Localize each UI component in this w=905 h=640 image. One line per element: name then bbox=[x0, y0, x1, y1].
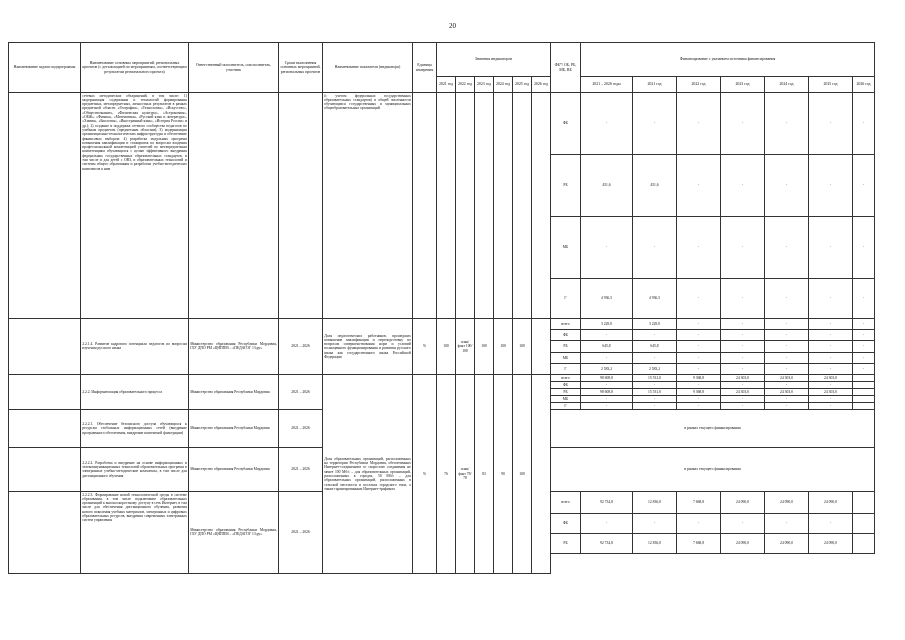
fin-value: - bbox=[633, 352, 677, 363]
fin-year-cell: 2021 – 2026 годы bbox=[581, 77, 633, 93]
fin-value: - bbox=[765, 363, 809, 374]
header-measures: Наименование основных мероприятий, региональных проектов (с детализацией по мероприятиям, соответствующим результатам регионального проекта) bbox=[81, 43, 189, 93]
fin-value: - bbox=[765, 402, 809, 409]
fin-value: - bbox=[581, 513, 633, 533]
fin-value: - bbox=[765, 341, 809, 352]
responsible-text: Министерство образования Республики Мордовия, ГБУ ДПО РМ «ЦНППМ – «ПЕДАГОГ 13.ру» bbox=[189, 491, 279, 573]
fin-value: 12 836,0 bbox=[633, 533, 677, 553]
fin-value bbox=[853, 513, 875, 533]
year-cell: 2023 год bbox=[475, 77, 494, 93]
fin-year-cell: 2025 год bbox=[809, 77, 853, 93]
program-table bbox=[8, 42, 869, 604]
indicator-text: Доля образовательных организаций, расположенных на территории Республики Мордовия, обеспеченных Интернет-соединением со скоростью соединения не менее 100 Мб/с – для образовательных организаций, расположенных в городах, 50 Мб/с – для образовательных организаций, расположенных в сельской местности и поселках городского типа, а также гарантированным Интернет-трафиком bbox=[323, 374, 413, 573]
fin-value: - bbox=[581, 330, 633, 341]
fin-value: 24 090,0 bbox=[765, 533, 809, 553]
fin-value: - bbox=[809, 363, 853, 374]
fin-value: 24 303,0 bbox=[765, 374, 809, 381]
term-text: 2021 – 2026 bbox=[279, 491, 323, 573]
fin-value: - bbox=[677, 395, 721, 402]
fin-source: всего bbox=[551, 491, 581, 513]
year-value: 100 bbox=[513, 319, 532, 375]
responsible-text: Министерство образования Республики Мордовия bbox=[189, 374, 279, 409]
fin-value: - bbox=[633, 93, 677, 155]
fin-value: - bbox=[721, 352, 765, 363]
measure-text: 2.2.1.4. Развитие кадрового потенциала педагогов по вопросам изучения русского языка bbox=[81, 319, 189, 375]
fin-value bbox=[853, 395, 875, 402]
unit-text: % bbox=[413, 374, 437, 573]
fin-source: всего bbox=[551, 319, 581, 330]
year-value: план/ факт 100/ 100 bbox=[456, 319, 475, 375]
term-text: 2021 – 2026 bbox=[279, 447, 323, 491]
fin-value: 24 090,0 bbox=[765, 491, 809, 513]
measure-text: 2.2.2.3. Формирование новой технологической среды в системе образования, в том числе подключение образовательных организаций к высокоскоростному доступу в сеть Интернет, в том числе для обеспечения дистанционного обучения, развития нового поколения учебных материалов, электронных и цифровых образовательных ресурсов, внедрения современных электронных систем управления bbox=[81, 491, 189, 573]
fin-value: - bbox=[809, 93, 853, 155]
fin-value: 24 303,0 bbox=[809, 374, 853, 381]
unit-text: % bbox=[413, 319, 437, 375]
fin-value: - bbox=[809, 352, 853, 363]
fin-value: - bbox=[721, 155, 765, 217]
fin-value: - bbox=[633, 513, 677, 533]
page-number: 20 bbox=[449, 22, 456, 30]
fin-value: 645,8 bbox=[581, 341, 633, 352]
fin-value: - bbox=[677, 319, 721, 330]
fin-value: - bbox=[721, 93, 765, 155]
fin-source: ФБ bbox=[551, 381, 581, 388]
fin-value: 4 936,5 bbox=[581, 279, 633, 319]
fin-value: - bbox=[581, 381, 633, 388]
fin-value: 24 303,0 bbox=[809, 388, 853, 395]
header-source: ФБ*/ ОБ, РБ, МБ, ВБ bbox=[551, 43, 581, 93]
fin-value: 7 668,8 bbox=[677, 533, 721, 553]
financing-note: в рамках текущего финансирования bbox=[551, 447, 875, 491]
task-cell bbox=[9, 319, 81, 375]
fin-value: - bbox=[765, 319, 809, 330]
measure-text: 2.2.2. Информатизация образовательного процесса bbox=[81, 374, 189, 409]
fin-value: 15 531,0 bbox=[633, 388, 677, 395]
fin-value: - bbox=[633, 402, 677, 409]
fin-value: 9 368,8 bbox=[677, 388, 721, 395]
year-value: план/ факт 78/ 78 bbox=[456, 374, 475, 573]
year-value: 76 bbox=[437, 374, 456, 573]
fin-source: ФБ bbox=[551, 330, 581, 341]
fin-value: - bbox=[677, 363, 721, 374]
measure-text: сетевых методических объединений, в том числе: 1) модернизация содержания и технологий формирования предметных, метапредметных, личностных результатов в рамках предметной области «География», «Технология», «Искусство», «Обществознание», «Физическая культура», «Астрономия», «ОБЖ», «Физика», «Математика», «Русский язык и литература», «Химия», «Биология», «Иностранный язык», «История России» и др.); 2) создание и поддержка сетевого сообщества педагогов по учебным предметам (предметным областям); 3) модернизация организационно-технологических инфраструктуры и обеспечение финансовых выбором: 4) разработка модульных программ повышения квалификации и стажировок по вопросам владения профессиональной компетенцией учителей по метапредметным компетенциям обучающихся с целью эффективного внедрения федеральных государственных образовательных стандартов, в том числе и для детей с ОВЗ, и образовательных технологий и системы общего образования и разработки учебно-методических комплексов к ним bbox=[81, 93, 189, 319]
fin-value: - bbox=[721, 402, 765, 409]
year-value bbox=[494, 93, 513, 319]
fin-value: - bbox=[809, 395, 853, 402]
fin-value: - bbox=[853, 363, 875, 374]
fin-value bbox=[853, 402, 875, 409]
fin-year-cell: 2023 год bbox=[721, 77, 765, 93]
fin-source: МБ bbox=[551, 395, 581, 402]
spacer bbox=[551, 553, 875, 573]
fin-value: - bbox=[853, 352, 875, 363]
fin-value: - bbox=[677, 279, 721, 319]
fin-value: - bbox=[809, 319, 853, 330]
fin-value: - bbox=[633, 330, 677, 341]
fin-value: - bbox=[809, 279, 853, 319]
fin-source: МБ bbox=[551, 352, 581, 363]
fin-year-cell: 2026 год bbox=[853, 77, 875, 93]
financing-note: в рамках текущего финансирования bbox=[551, 409, 875, 447]
fin-value: - bbox=[677, 217, 721, 279]
year-value bbox=[475, 93, 494, 319]
fin-value: - bbox=[853, 217, 875, 279]
indicator-text: Доля педагогических работников, прошедших повышение квалификации и переподготовку по вопросам совершенствования норм и условий полноценного функционирования и развития русского языка как государственного языка Российской Федерации bbox=[323, 319, 413, 375]
year-value: 100 bbox=[494, 319, 513, 375]
fin-value: 24 090,0 bbox=[809, 533, 853, 553]
fin-value: - bbox=[677, 155, 721, 217]
fin-value: - bbox=[581, 395, 633, 402]
term-cell bbox=[279, 93, 323, 319]
year-cell: 2021 год bbox=[437, 77, 456, 93]
year-value bbox=[532, 319, 551, 375]
fin-value: 98 608,8 bbox=[581, 388, 633, 395]
fin-value: 24 303,0 bbox=[721, 374, 765, 381]
fin-value: - bbox=[721, 513, 765, 533]
fin-year-cell: 2022 год bbox=[677, 77, 721, 93]
fin-value: - bbox=[677, 352, 721, 363]
fin-value: - bbox=[581, 402, 633, 409]
fin-value: 24 303,0 bbox=[721, 388, 765, 395]
fin-value: - bbox=[809, 155, 853, 217]
year-cell: 2024 год bbox=[494, 77, 513, 93]
fin-value: - bbox=[581, 352, 633, 363]
fin-value: 24 303,0 bbox=[765, 388, 809, 395]
fin-value: - bbox=[633, 381, 677, 388]
fin-value: - bbox=[809, 402, 853, 409]
header-row bbox=[9, 43, 875, 77]
fin-value: 7 668,8 bbox=[677, 491, 721, 513]
fin-source: ФБ bbox=[551, 93, 581, 155]
fin-value: 24 090,0 bbox=[721, 491, 765, 513]
fin-value: - bbox=[677, 341, 721, 352]
term-text: 2021 – 2026 bbox=[279, 409, 323, 447]
year-value bbox=[456, 93, 475, 319]
fin-value: - bbox=[809, 513, 853, 533]
fin-value: - bbox=[809, 330, 853, 341]
responsible-cell bbox=[189, 93, 279, 319]
fin-value: - bbox=[677, 93, 721, 155]
fin-source: Г bbox=[551, 279, 581, 319]
fin-value: 92 734,8 bbox=[581, 533, 633, 553]
fin-value: - bbox=[721, 363, 765, 374]
year-value: 100 bbox=[437, 319, 456, 375]
fin-row bbox=[9, 93, 875, 155]
header-financing: Финансирование с указанием источника финансирования bbox=[581, 43, 875, 77]
fin-value: 451,6 bbox=[581, 155, 633, 217]
fin-source: всего bbox=[551, 374, 581, 381]
header-indicator: Наименование показателя (индикатора) bbox=[323, 43, 413, 93]
fin-value: - bbox=[721, 279, 765, 319]
fin-value: - bbox=[581, 217, 633, 279]
fin-value bbox=[853, 374, 875, 381]
measure-text: 2.2.2.1. Обеспечение безопасного доступа обучающихся к ресурсам глобальных информационных сетей (внедрение программного обеспечения, внедрение контентной фильтрации) bbox=[81, 409, 189, 447]
fin-value: - bbox=[765, 513, 809, 533]
header-task: Наименование задачи подпрограммы bbox=[9, 43, 81, 93]
fin-year-cell: 2024 год bbox=[765, 77, 809, 93]
task-cell bbox=[9, 447, 81, 491]
fin-value bbox=[853, 533, 875, 553]
fin-value: - bbox=[765, 217, 809, 279]
fin-value: - bbox=[809, 341, 853, 352]
fin-value: 4 936,5 bbox=[633, 279, 677, 319]
year-value bbox=[532, 93, 551, 319]
fin-value: - bbox=[809, 217, 853, 279]
fin-value: 15 531,0 bbox=[633, 374, 677, 381]
fin-value: 2 583,2 bbox=[633, 363, 677, 374]
fin-source: РБ bbox=[551, 155, 581, 217]
fin-row bbox=[9, 374, 875, 381]
fin-value: - bbox=[633, 395, 677, 402]
fin-value: - bbox=[853, 93, 875, 155]
fin-source: РБ bbox=[551, 341, 581, 352]
fin-value: - bbox=[721, 319, 765, 330]
fin-source: РБ bbox=[551, 533, 581, 553]
header-responsible: Ответственный исполнитель, соисполнитель, участник bbox=[189, 43, 279, 93]
fin-value: 2 583,2 bbox=[581, 363, 633, 374]
task-cell bbox=[9, 409, 81, 447]
fin-value: - bbox=[721, 330, 765, 341]
responsible-text: Министерство образования Республики Мордовия bbox=[189, 447, 279, 491]
fin-value: - bbox=[633, 217, 677, 279]
year-value bbox=[532, 374, 551, 573]
year-value: 100 bbox=[513, 374, 532, 573]
year-cell: 2025 год bbox=[513, 77, 532, 93]
fin-value: - bbox=[853, 341, 875, 352]
fin-value: - bbox=[765, 381, 809, 388]
fin-value: - bbox=[721, 381, 765, 388]
year-value: 83 bbox=[475, 374, 494, 573]
fin-value: - bbox=[809, 381, 853, 388]
term-text: 2021 – 2026 bbox=[279, 374, 323, 409]
fin-value: - bbox=[765, 155, 809, 217]
fin-value: - bbox=[721, 217, 765, 279]
fin-source: РБ bbox=[551, 388, 581, 395]
fin-value: - bbox=[765, 330, 809, 341]
fin-value bbox=[853, 491, 875, 513]
task-cell bbox=[9, 374, 81, 409]
fin-value: 645,8 bbox=[633, 341, 677, 352]
fin-value bbox=[853, 381, 875, 388]
fin-value: 24 090,0 bbox=[721, 533, 765, 553]
fin-value: - bbox=[853, 155, 875, 217]
task-cell bbox=[9, 491, 81, 573]
fin-value: 3 229,0 bbox=[581, 319, 633, 330]
fin-value: 12 836,0 bbox=[633, 491, 677, 513]
fin-value: - bbox=[677, 402, 721, 409]
fin-value: - bbox=[853, 319, 875, 330]
indicator-text: (с учетом федеральных государственных образовательных стандартов) в общей численности обучающихся государственных и муниципальных общеобразовательных организаций bbox=[323, 93, 413, 319]
fin-value: 9 368,8 bbox=[677, 374, 721, 381]
responsible-text: Министерство образования Республики Мордовия, ГБУ ДПО РМ «ЦНППМ – «ПЕДАГОГ 13.ру» bbox=[189, 319, 279, 375]
year-value bbox=[437, 93, 456, 319]
responsible-text: Министерство образования Республики Мордовия bbox=[189, 409, 279, 447]
fin-value: - bbox=[853, 279, 875, 319]
year-value: 90 bbox=[494, 374, 513, 573]
fin-value: 98 608,8 bbox=[581, 374, 633, 381]
fin-value: 451,6 bbox=[633, 155, 677, 217]
year-value bbox=[513, 93, 532, 319]
term-text: 2021 – 2026 bbox=[279, 319, 323, 375]
fin-value: - bbox=[581, 93, 633, 155]
task-cell bbox=[9, 93, 81, 319]
fin-value: - bbox=[765, 93, 809, 155]
fin-source: Г bbox=[551, 363, 581, 374]
header-term: Сроки выполнения основных мероприятий, региональных проектов bbox=[279, 43, 323, 93]
unit-cell bbox=[413, 93, 437, 319]
fin-year-cell: 2021 год bbox=[633, 77, 677, 93]
fin-value: - bbox=[677, 513, 721, 533]
fin-row bbox=[9, 319, 875, 330]
year-value: 100 bbox=[475, 319, 494, 375]
year-cell: 2022 год bbox=[456, 77, 475, 93]
fin-value: - bbox=[765, 395, 809, 402]
fin-source: МБ bbox=[551, 217, 581, 279]
fin-value: 92 734,8 bbox=[581, 491, 633, 513]
fin-value: 24 090,0 bbox=[809, 491, 853, 513]
fin-value: - bbox=[721, 341, 765, 352]
fin-value: - bbox=[765, 352, 809, 363]
fin-value: - bbox=[853, 330, 875, 341]
fin-value: - bbox=[721, 395, 765, 402]
fin-value: - bbox=[765, 279, 809, 319]
fin-source: Г bbox=[551, 402, 581, 409]
year-cell: 2026 год bbox=[532, 77, 551, 93]
fin-value bbox=[853, 388, 875, 395]
measure-text: 2.2.2.2. Разработка и внедрение на основе информационных и телекоммуникационных технологий образовательных программ в электронные учебно-методические комплексы, в том числе для дистанционного обучения bbox=[81, 447, 189, 491]
fin-source: ФБ bbox=[551, 513, 581, 533]
fin-value: - bbox=[677, 330, 721, 341]
header-indicator-values: Значения индикаторов bbox=[437, 43, 551, 77]
header-unit: Единица измерения bbox=[413, 43, 437, 93]
fin-value: 3 229,0 bbox=[633, 319, 677, 330]
fin-value: - bbox=[677, 381, 721, 388]
